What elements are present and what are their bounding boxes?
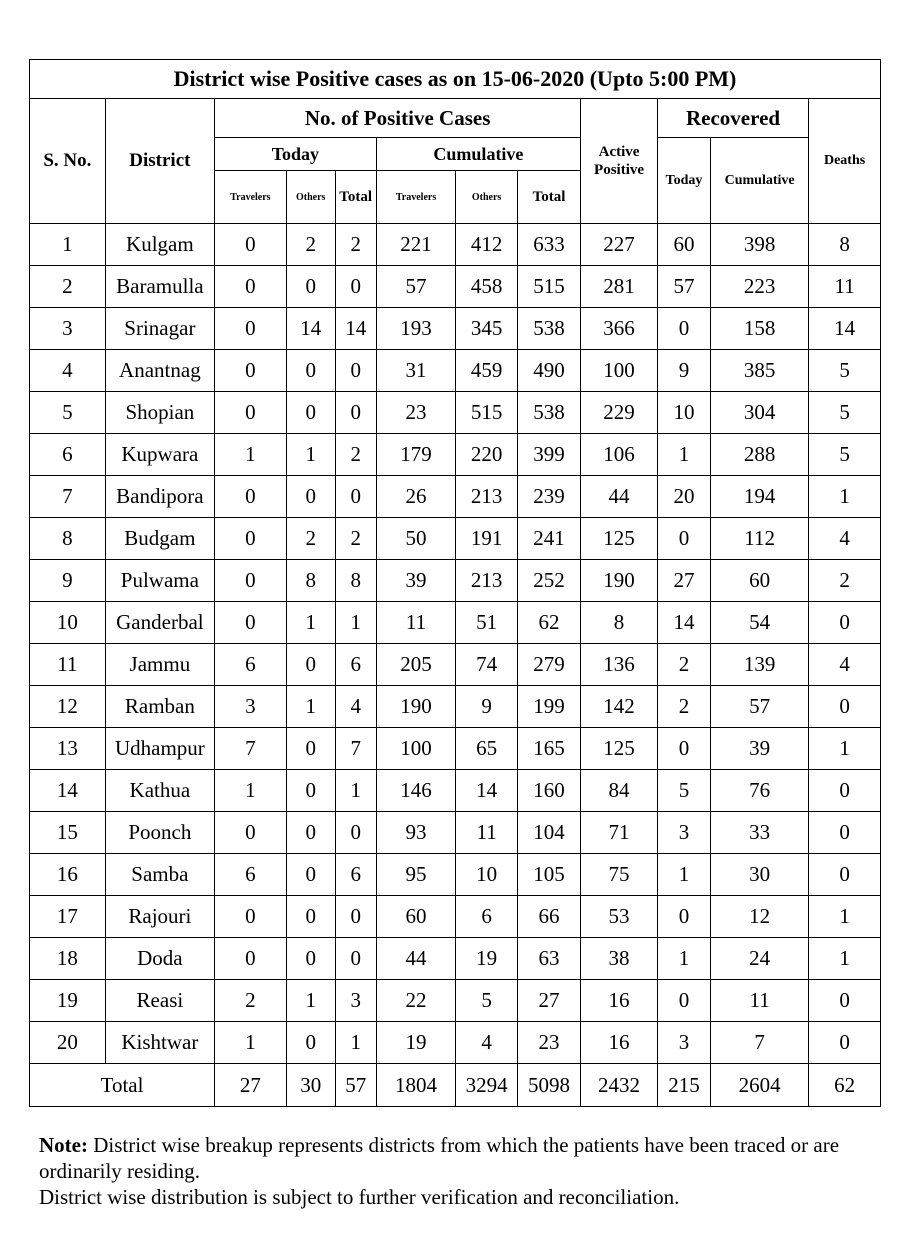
note-line-1 xyxy=(39,1132,889,1184)
cell-cumulative-total: 165 xyxy=(517,728,580,770)
cell-sno: 2 xyxy=(30,266,106,308)
cell-active-positive: 16 xyxy=(581,980,658,1022)
header-recovered: Recovered xyxy=(657,99,808,138)
header-cumulative-others: Others xyxy=(456,171,517,224)
cell-recovered-today: 0 xyxy=(657,980,710,1022)
header-active-positive: Active Positive xyxy=(581,99,658,224)
cell-district: Srinagar xyxy=(105,308,214,350)
cell-cumulative-others: 4 xyxy=(456,1022,517,1064)
cell-today-others: 0 xyxy=(286,350,335,392)
cell-today-travelers: 0 xyxy=(215,938,287,980)
cell-today-travelers: 2 xyxy=(215,980,287,1022)
cell-cumulative-total: 62 xyxy=(517,602,580,644)
cell-today-travelers: 1 xyxy=(215,434,287,476)
cell-cumulative-total: 490 xyxy=(517,350,580,392)
header-recovered-cumulative: Cumulative xyxy=(711,138,809,224)
cell-district: Ramban xyxy=(105,686,214,728)
cell-cumulative-others: 191 xyxy=(456,518,517,560)
cell-sno: 15 xyxy=(30,812,106,854)
cell-district: Anantnag xyxy=(105,350,214,392)
cell-sno: 14 xyxy=(30,770,106,812)
cell-today-total: 4 xyxy=(335,686,376,728)
cell-district: Samba xyxy=(105,854,214,896)
header-recovered-today: Today xyxy=(657,138,710,224)
cell-recovered-cumulative: 385 xyxy=(711,350,809,392)
table-row xyxy=(30,1022,881,1064)
table-body xyxy=(30,224,881,1107)
header-cumulative-travelers: Travelers xyxy=(376,171,456,224)
cell-recovered-cumulative: 12 xyxy=(711,896,809,938)
cell-recovered-cumulative: 54 xyxy=(711,602,809,644)
cell-cumulative-total: 279 xyxy=(517,644,580,686)
table-row xyxy=(30,896,881,938)
total-active-positive: 2432 xyxy=(581,1064,658,1107)
cell-recovered-cumulative: 24 xyxy=(711,938,809,980)
cell-recovered-today: 57 xyxy=(657,266,710,308)
cell-sno: 12 xyxy=(30,686,106,728)
total-deaths: 62 xyxy=(809,1064,881,1107)
cell-sno: 1 xyxy=(30,224,106,266)
cell-cumulative-total: 538 xyxy=(517,392,580,434)
total-recovered-cumulative: 2604 xyxy=(711,1064,809,1107)
cell-today-total: 0 xyxy=(335,266,376,308)
cell-cumulative-travelers: 26 xyxy=(376,476,456,518)
cell-active-positive: 16 xyxy=(581,1022,658,1064)
cell-recovered-cumulative: 33 xyxy=(711,812,809,854)
cell-today-total: 6 xyxy=(335,854,376,896)
cell-district: Jammu xyxy=(105,644,214,686)
cell-cumulative-others: 458 xyxy=(456,266,517,308)
cell-district: Kathua xyxy=(105,770,214,812)
cell-cumulative-travelers: 57 xyxy=(376,266,456,308)
cell-deaths: 5 xyxy=(809,434,881,476)
table-row xyxy=(30,266,881,308)
cell-deaths: 1 xyxy=(809,896,881,938)
cell-today-travelers: 0 xyxy=(215,308,287,350)
cell-deaths: 0 xyxy=(809,1022,881,1064)
cell-today-travelers: 0 xyxy=(215,350,287,392)
table-row xyxy=(30,728,881,770)
cell-deaths: 4 xyxy=(809,518,881,560)
header-district: District xyxy=(105,99,214,224)
cell-sno: 18 xyxy=(30,938,106,980)
cell-cumulative-travelers: 221 xyxy=(376,224,456,266)
cell-active-positive: 366 xyxy=(581,308,658,350)
cell-recovered-cumulative: 11 xyxy=(711,980,809,1022)
cell-cumulative-others: 14 xyxy=(456,770,517,812)
cell-active-positive: 281 xyxy=(581,266,658,308)
cell-sno: 20 xyxy=(30,1022,106,1064)
cell-active-positive: 75 xyxy=(581,854,658,896)
cell-cumulative-others: 213 xyxy=(456,560,517,602)
cell-cumulative-others: 213 xyxy=(456,476,517,518)
header-today-others: Others xyxy=(286,171,335,224)
cell-today-total: 14 xyxy=(335,308,376,350)
cell-today-others: 0 xyxy=(286,770,335,812)
cell-today-total: 0 xyxy=(335,812,376,854)
cell-deaths: 14 xyxy=(809,308,881,350)
cell-district: Poonch xyxy=(105,812,214,854)
cell-today-travelers: 0 xyxy=(215,476,287,518)
cell-deaths: 0 xyxy=(809,812,881,854)
cell-district: Pulwama xyxy=(105,560,214,602)
table-row xyxy=(30,938,881,980)
cell-today-total: 3 xyxy=(335,980,376,1022)
cell-today-travelers: 3 xyxy=(215,686,287,728)
table-row xyxy=(30,224,881,266)
cell-cumulative-total: 239 xyxy=(517,476,580,518)
cell-deaths: 1 xyxy=(809,476,881,518)
cell-deaths: 11 xyxy=(809,266,881,308)
cell-recovered-cumulative: 398 xyxy=(711,224,809,266)
cell-cumulative-travelers: 193 xyxy=(376,308,456,350)
cell-district: Ganderbal xyxy=(105,602,214,644)
total-cumulative-travelers: 1804 xyxy=(376,1064,456,1107)
cell-district: Rajouri xyxy=(105,896,214,938)
header-today-travelers: Travelers xyxy=(215,171,287,224)
table-row xyxy=(30,434,881,476)
cell-active-positive: 229 xyxy=(581,392,658,434)
cell-district: Kulgam xyxy=(105,224,214,266)
cell-recovered-cumulative: 223 xyxy=(711,266,809,308)
cell-district: Kupwara xyxy=(105,434,214,476)
cell-deaths: 5 xyxy=(809,392,881,434)
cell-cumulative-others: 515 xyxy=(456,392,517,434)
cell-sno: 5 xyxy=(30,392,106,434)
cell-today-total: 1 xyxy=(335,602,376,644)
cell-today-travelers: 7 xyxy=(215,728,287,770)
cell-active-positive: 106 xyxy=(581,434,658,476)
cell-recovered-today: 3 xyxy=(657,1022,710,1064)
cell-today-others: 0 xyxy=(286,728,335,770)
total-cumulative-others: 3294 xyxy=(456,1064,517,1107)
header-positive-cases: No. of Positive Cases xyxy=(215,99,581,138)
total-today-total: 57 xyxy=(335,1064,376,1107)
cell-active-positive: 100 xyxy=(581,350,658,392)
cell-today-total: 8 xyxy=(335,560,376,602)
total-label: Total xyxy=(30,1064,215,1107)
table-row xyxy=(30,308,881,350)
totals-row xyxy=(30,1064,881,1107)
cell-recovered-cumulative: 60 xyxy=(711,560,809,602)
cell-recovered-today: 0 xyxy=(657,896,710,938)
cell-active-positive: 44 xyxy=(581,476,658,518)
cell-today-others: 1 xyxy=(286,602,335,644)
cell-recovered-cumulative: 139 xyxy=(711,644,809,686)
cell-cumulative-others: 6 xyxy=(456,896,517,938)
cell-recovered-today: 1 xyxy=(657,854,710,896)
cell-cumulative-others: 11 xyxy=(456,812,517,854)
cell-today-travelers: 6 xyxy=(215,644,287,686)
cell-today-others: 0 xyxy=(286,1022,335,1064)
cell-cumulative-total: 241 xyxy=(517,518,580,560)
cell-cumulative-others: 74 xyxy=(456,644,517,686)
cell-active-positive: 125 xyxy=(581,518,658,560)
cell-sno: 16 xyxy=(30,854,106,896)
cell-deaths: 1 xyxy=(809,938,881,980)
cell-recovered-today: 5 xyxy=(657,770,710,812)
cell-cumulative-others: 9 xyxy=(456,686,517,728)
table-row xyxy=(30,392,881,434)
cell-sno: 19 xyxy=(30,980,106,1022)
cell-deaths: 2 xyxy=(809,560,881,602)
cell-district: Bandipora xyxy=(105,476,214,518)
cell-deaths: 0 xyxy=(809,770,881,812)
cell-today-travelers: 0 xyxy=(215,224,287,266)
cell-cumulative-others: 412 xyxy=(456,224,517,266)
cell-today-others: 0 xyxy=(286,812,335,854)
cell-active-positive: 8 xyxy=(581,602,658,644)
cell-recovered-today: 60 xyxy=(657,224,710,266)
cell-district: Baramulla xyxy=(105,266,214,308)
cell-today-travelers: 0 xyxy=(215,518,287,560)
cell-cumulative-travelers: 60 xyxy=(376,896,456,938)
cell-cumulative-total: 199 xyxy=(517,686,580,728)
cell-today-travelers: 0 xyxy=(215,266,287,308)
cell-recovered-cumulative: 76 xyxy=(711,770,809,812)
cell-recovered-cumulative: 194 xyxy=(711,476,809,518)
table-row xyxy=(30,560,881,602)
cell-cumulative-travelers: 11 xyxy=(376,602,456,644)
cell-deaths: 4 xyxy=(809,644,881,686)
table-row xyxy=(30,518,881,560)
cell-sno: 3 xyxy=(30,308,106,350)
cell-deaths: 0 xyxy=(809,980,881,1022)
table-row xyxy=(30,980,881,1022)
cell-today-total: 6 xyxy=(335,644,376,686)
total-recovered-today: 215 xyxy=(657,1064,710,1107)
cell-today-others: 1 xyxy=(286,434,335,476)
cell-active-positive: 71 xyxy=(581,812,658,854)
cell-today-travelers: 0 xyxy=(215,392,287,434)
cell-cumulative-others: 51 xyxy=(456,602,517,644)
table-row xyxy=(30,770,881,812)
cell-cumulative-others: 19 xyxy=(456,938,517,980)
cell-active-positive: 84 xyxy=(581,770,658,812)
cell-active-positive: 142 xyxy=(581,686,658,728)
header-cumulative: Cumulative xyxy=(376,138,581,171)
cell-cumulative-travelers: 100 xyxy=(376,728,456,770)
cell-recovered-today: 20 xyxy=(657,476,710,518)
cell-today-others: 0 xyxy=(286,644,335,686)
cell-today-travelers: 0 xyxy=(215,896,287,938)
cell-today-others: 0 xyxy=(286,476,335,518)
cell-today-total: 0 xyxy=(335,476,376,518)
cell-today-others: 0 xyxy=(286,266,335,308)
cell-deaths: 5 xyxy=(809,350,881,392)
cell-district: Shopian xyxy=(105,392,214,434)
cell-deaths: 0 xyxy=(809,686,881,728)
cell-cumulative-travelers: 44 xyxy=(376,938,456,980)
cell-active-positive: 125 xyxy=(581,728,658,770)
cell-cumulative-total: 105 xyxy=(517,854,580,896)
cell-recovered-today: 1 xyxy=(657,434,710,476)
cell-recovered-cumulative: 288 xyxy=(711,434,809,476)
cell-sno: 6 xyxy=(30,434,106,476)
cell-active-positive: 190 xyxy=(581,560,658,602)
cell-deaths: 0 xyxy=(809,602,881,644)
cell-recovered-today: 1 xyxy=(657,938,710,980)
total-today-others: 30 xyxy=(286,1064,335,1107)
table-row xyxy=(30,812,881,854)
cell-district: Doda xyxy=(105,938,214,980)
note-text-1: District wise breakup represents districts from which the patients have been traced or are ordinarily residing. xyxy=(39,1133,840,1183)
cell-today-others: 1 xyxy=(286,980,335,1022)
cell-recovered-cumulative: 39 xyxy=(711,728,809,770)
table-row xyxy=(30,476,881,518)
cell-cumulative-total: 538 xyxy=(517,308,580,350)
header-today: Today xyxy=(215,138,377,171)
cell-deaths: 8 xyxy=(809,224,881,266)
cell-today-others: 0 xyxy=(286,392,335,434)
table-row xyxy=(30,854,881,896)
cell-cumulative-total: 515 xyxy=(517,266,580,308)
cell-sno: 9 xyxy=(30,560,106,602)
cell-today-total: 7 xyxy=(335,728,376,770)
cell-recovered-today: 10 xyxy=(657,392,710,434)
cell-today-travelers: 1 xyxy=(215,770,287,812)
cell-cumulative-total: 23 xyxy=(517,1022,580,1064)
district-cases-table xyxy=(29,59,881,1107)
cell-cumulative-travelers: 146 xyxy=(376,770,456,812)
cell-cumulative-others: 65 xyxy=(456,728,517,770)
cell-deaths: 1 xyxy=(809,728,881,770)
cell-cumulative-others: 220 xyxy=(456,434,517,476)
cell-today-others: 2 xyxy=(286,518,335,560)
cell-cumulative-total: 633 xyxy=(517,224,580,266)
cell-deaths: 0 xyxy=(809,854,881,896)
cell-cumulative-travelers: 205 xyxy=(376,644,456,686)
cell-sno: 4 xyxy=(30,350,106,392)
cell-district: Reasi xyxy=(105,980,214,1022)
cell-recovered-cumulative: 30 xyxy=(711,854,809,896)
header-sno: S. No. xyxy=(30,99,106,224)
header-deaths: Deaths xyxy=(809,99,881,224)
cell-today-total: 2 xyxy=(335,434,376,476)
cell-sno: 17 xyxy=(30,896,106,938)
cell-cumulative-travelers: 22 xyxy=(376,980,456,1022)
cell-recovered-today: 27 xyxy=(657,560,710,602)
cell-today-others: 8 xyxy=(286,560,335,602)
cell-recovered-today: 0 xyxy=(657,308,710,350)
cell-today-others: 14 xyxy=(286,308,335,350)
cell-recovered-today: 2 xyxy=(657,644,710,686)
cell-sno: 7 xyxy=(30,476,106,518)
cell-today-others: 0 xyxy=(286,896,335,938)
cell-cumulative-others: 459 xyxy=(456,350,517,392)
total-today-travelers: 27 xyxy=(215,1064,287,1107)
cell-cumulative-travelers: 31 xyxy=(376,350,456,392)
cell-today-others: 1 xyxy=(286,686,335,728)
table-row xyxy=(30,350,881,392)
cell-today-travelers: 6 xyxy=(215,854,287,896)
cell-cumulative-travelers: 93 xyxy=(376,812,456,854)
cell-today-total: 1 xyxy=(335,1022,376,1064)
cell-cumulative-others: 345 xyxy=(456,308,517,350)
cell-cumulative-total: 160 xyxy=(517,770,580,812)
cell-active-positive: 38 xyxy=(581,938,658,980)
cell-today-others: 2 xyxy=(286,224,335,266)
cell-cumulative-total: 66 xyxy=(517,896,580,938)
cell-cumulative-travelers: 50 xyxy=(376,518,456,560)
cell-today-total: 0 xyxy=(335,938,376,980)
cell-today-total: 1 xyxy=(335,770,376,812)
cell-cumulative-travelers: 39 xyxy=(376,560,456,602)
cell-cumulative-total: 399 xyxy=(517,434,580,476)
note-line-2: District wise distribution is subject to further verification and reconciliation. xyxy=(39,1185,680,1209)
cell-sno: 11 xyxy=(30,644,106,686)
cell-recovered-today: 2 xyxy=(657,686,710,728)
table-row xyxy=(30,602,881,644)
cell-today-total: 2 xyxy=(335,224,376,266)
cell-today-travelers: 0 xyxy=(215,812,287,854)
total-cumulative-total: 5098 xyxy=(517,1064,580,1107)
cell-recovered-cumulative: 304 xyxy=(711,392,809,434)
cell-district: Kishtwar xyxy=(105,1022,214,1064)
cell-recovered-cumulative: 7 xyxy=(711,1022,809,1064)
cell-recovered-cumulative: 158 xyxy=(711,308,809,350)
cell-recovered-today: 0 xyxy=(657,728,710,770)
cell-cumulative-total: 104 xyxy=(517,812,580,854)
note-label: Note: xyxy=(39,1133,88,1157)
cell-active-positive: 53 xyxy=(581,896,658,938)
cell-recovered-today: 0 xyxy=(657,518,710,560)
cell-cumulative-travelers: 19 xyxy=(376,1022,456,1064)
table-row xyxy=(30,686,881,728)
cell-recovered-today: 9 xyxy=(657,350,710,392)
cell-cumulative-travelers: 190 xyxy=(376,686,456,728)
footnote xyxy=(39,1132,889,1210)
cell-sno: 13 xyxy=(30,728,106,770)
cell-district: Udhampur xyxy=(105,728,214,770)
cell-today-total: 0 xyxy=(335,896,376,938)
cell-active-positive: 227 xyxy=(581,224,658,266)
cell-recovered-today: 14 xyxy=(657,602,710,644)
table-row xyxy=(30,644,881,686)
cell-recovered-cumulative: 112 xyxy=(711,518,809,560)
cell-recovered-cumulative: 57 xyxy=(711,686,809,728)
table-title: District wise Positive cases as on 15-06-2020 (Upto 5:00 PM) xyxy=(30,60,881,99)
cell-today-others: 0 xyxy=(286,854,335,896)
cell-cumulative-travelers: 179 xyxy=(376,434,456,476)
cell-sno: 8 xyxy=(30,518,106,560)
cell-today-total: 0 xyxy=(335,350,376,392)
cell-today-travelers: 0 xyxy=(215,560,287,602)
cell-today-total: 2 xyxy=(335,518,376,560)
cell-today-travelers: 0 xyxy=(215,602,287,644)
cell-cumulative-travelers: 95 xyxy=(376,854,456,896)
cell-cumulative-travelers: 23 xyxy=(376,392,456,434)
cell-sno: 10 xyxy=(30,602,106,644)
cell-cumulative-others: 10 xyxy=(456,854,517,896)
cell-recovered-today: 3 xyxy=(657,812,710,854)
cell-today-others: 0 xyxy=(286,938,335,980)
header-cumulative-total: Total xyxy=(517,171,580,224)
cell-cumulative-total: 252 xyxy=(517,560,580,602)
cell-cumulative-others: 5 xyxy=(456,980,517,1022)
cell-today-travelers: 1 xyxy=(215,1022,287,1064)
cell-today-total: 0 xyxy=(335,392,376,434)
header-today-total: Total xyxy=(335,171,376,224)
cell-cumulative-total: 27 xyxy=(517,980,580,1022)
cell-cumulative-total: 63 xyxy=(517,938,580,980)
cell-active-positive: 136 xyxy=(581,644,658,686)
cell-district: Budgam xyxy=(105,518,214,560)
